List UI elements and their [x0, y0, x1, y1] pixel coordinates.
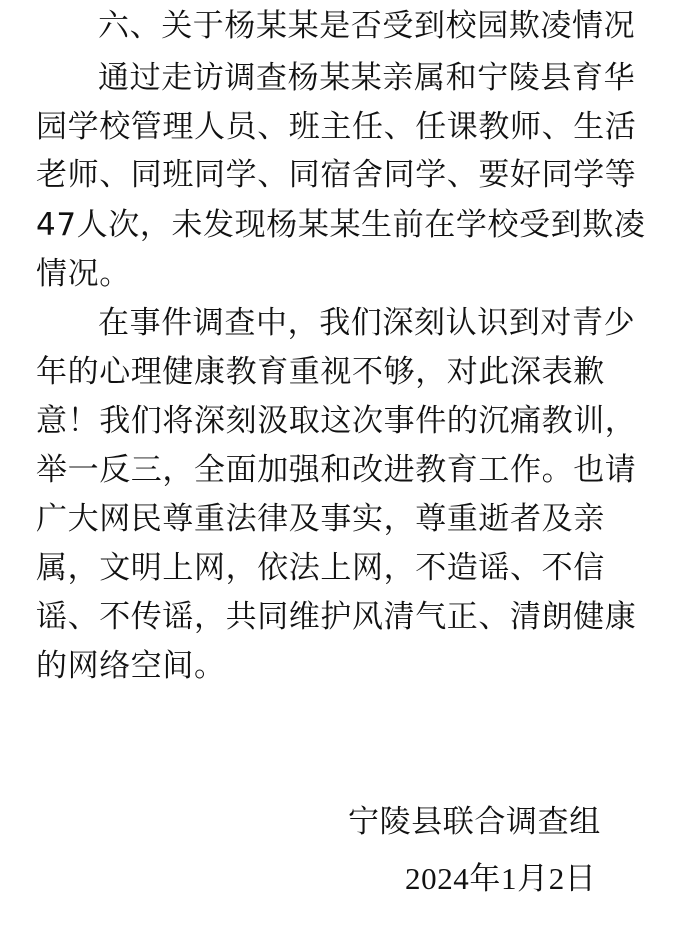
paragraph-line: 在事件调查中，我们深刻认识到对青少 [98, 305, 636, 341]
paragraph-line: 情况。 [36, 256, 131, 292]
signature-organization: 宁陵县联合调查组 [348, 804, 601, 840]
paragraph-line: 通过走访调查杨某某亲属和宁陵县育华 [98, 60, 636, 96]
paragraph-line: 举一反三，全面加强和改进教育工作。也请 [36, 452, 637, 488]
paragraph-line: 属，文明上网，依法上网，不造谣、不信 [36, 550, 605, 586]
paragraph-line: 谣、不传谣，共同维护风清气正、清朗健康 [36, 599, 637, 635]
paragraph-line: 老师、同班同学、同宿舍同学、要好同学等 [36, 157, 637, 193]
paragraph-line: 47人次，未发现杨某某生前在学校受到欺凌 [36, 207, 646, 243]
signature-date: 2024年1月2日 [405, 861, 597, 896]
paragraph-line: 年的心理健康教育重视不够，对此深表歉 [36, 354, 605, 390]
paragraph-line: 园学校管理人员、班主任、任课教师、生活 [36, 109, 637, 145]
paragraph-line: 广大网民尊重法律及事实，尊重逝者及亲 [36, 501, 605, 537]
paragraph-line: 的网络空间。 [36, 648, 226, 684]
section-heading: 六、关于杨某某是否受到校园欺凌情况 [98, 8, 636, 44]
paragraph-line: 意！我们将深刻汲取这次事件的沉痛教训， [36, 403, 637, 439]
